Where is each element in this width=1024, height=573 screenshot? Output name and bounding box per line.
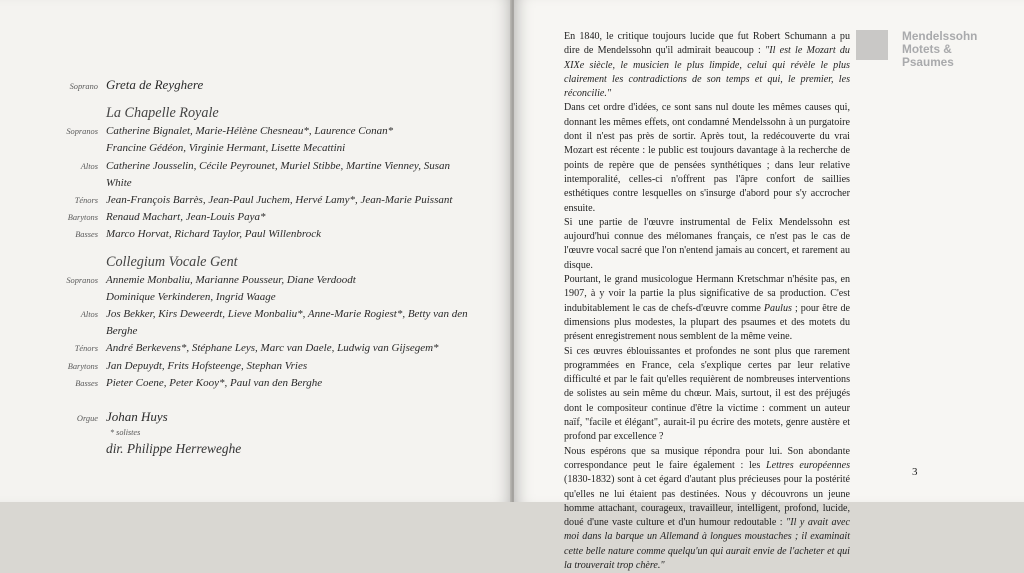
role-label: Basses — [75, 230, 98, 240]
performer-names: Catherine Bignalet, Marie-Hélène Chesneau*, Laurence Conan* — [106, 125, 394, 138]
role-label: Ténors — [74, 344, 98, 354]
paragraph — [564, 445, 850, 573]
performer-names: Marco Horvat, Richard Taylor, Paul Willenbrock — [106, 228, 321, 241]
performer-names: Jan Depuydt, Frits Hofsteenge, Stephan Vries — [106, 359, 308, 372]
title-line: Motets & — [902, 42, 952, 56]
title-line: Psaumes — [902, 55, 954, 69]
performer-name: Greta de Reyghere — [106, 77, 204, 92]
performer-names: Catherine Jousselin, Cécile Peyrounet, Muriel Stibbe, Martine Vienney, Susan White — [106, 159, 450, 189]
text-run: Pourtant, le grand musicologue Hermann Kretschmar n'hésite pas, en 1907, à y voir la partie la plus significative de sa production. C'est indubitablement le cas de chefs-d'œuvre comme — [564, 274, 850, 314]
role-label: Basses — [75, 378, 98, 388]
text-run: En 1840, le critique toujours lucide que fut Robert Schumann a pu dire de Mendelssohn qu'il admirait beaucoup : — [564, 31, 850, 57]
soprano-solo-row — [58, 76, 478, 95]
paragraph — [564, 30, 850, 101]
chapelle-royale-title: La Chapelle Royale — [106, 105, 219, 122]
collegium-vocale-title: Collegium Vocale Gent — [106, 253, 238, 270]
performer-names: Annemie Monbaliu, Marianne Pousseur, Diane Verdoodt — [106, 273, 356, 286]
performer-credits — [58, 76, 478, 457]
performer-names: André Berkevens*, Stéphane Leys, Marc van Daele, Ludwig van Gijsegem* — [106, 342, 439, 355]
title-line: Mendelssohn — [902, 29, 978, 43]
page-number: 3 — [912, 466, 918, 478]
roster-row — [58, 358, 478, 375]
roster-row — [58, 289, 478, 306]
role-label: Sopranos — [66, 127, 98, 137]
soloists-footnote: * solistes — [110, 428, 141, 437]
section-title — [902, 30, 977, 69]
roster-row — [58, 226, 478, 243]
performer-names: Renaud Machart, Jean-Louis Paya* — [106, 211, 266, 224]
role-label: Altos — [80, 161, 98, 171]
role-label: Barytons — [67, 361, 98, 371]
role-label: Barytons — [67, 213, 98, 223]
roster-row — [58, 306, 478, 340]
performer-names: Dominique Verkinderen, Ingrid Waage — [106, 290, 276, 303]
roster-row — [58, 140, 478, 157]
roster-row — [58, 340, 478, 357]
right-page — [514, 0, 1024, 571]
text-run: Nous espérons que sa musique répondra pour lui. Son abondante correspondance peut le faire également : les — [564, 445, 850, 471]
work-title: Paulus — [763, 302, 792, 314]
header-grey-block — [856, 30, 888, 60]
left-page — [0, 0, 512, 502]
paragraph: Dans cet ordre d'idées, ce sont sans nul doute les mêmes causes qui, donnant les mêmes effets, ont condamné Mendelssohn à un purgatoire dont il n'est pas près de sortir. Après tout, la redécouverte du vrai Mozart est récente : le public est toujours davantage à la recherche de points de repère que de pensées synthétiques ; dans leur relative intemporalité, celles-ci n'offrent pas l'âpre confort de saillies esthétiques contre lesquelles on s'insurge d'abord pour s'y accrocher ensuite. — [564, 102, 850, 214]
paragraph: Si ces œuvres éblouissantes et profondes ne sont plus que rarement programmées en France, cela s'explique certes par leur relative difficulté et par le fait qu'elles requièrent de nombreuses interventions de solistes au sein même du chœur. Mais, surtout, il est des préjugés dont le compositeur continue d'être la victime : comment un auteur naïf, "facile et élégant", aurait-il pu écrire des motets, genre austère et profond par excellence ? — [564, 345, 850, 443]
performer-name: Johan Huys — [106, 409, 168, 425]
director-credit: dir. Philippe Herreweghe — [106, 441, 242, 457]
text-run: (1830-1832) sont à cet égard d'autant plus précieuses pour la postérité qu'elles ne lui étaient pas destinées. Nous y découvrons un jeune homme attachant, courageux, travailleur, intelligent, profond, lucide, doué d'une vaste culture et d'un humour redoutable : — [564, 474, 850, 529]
paragraph — [564, 273, 850, 344]
role-label: Ténors — [74, 196, 98, 206]
chapelle-royale-list — [58, 123, 478, 243]
roster-row — [58, 192, 478, 209]
book-title: Lettres européennes — [765, 459, 850, 471]
letter-quote: "Il y avait avec moi dans la barque un Allemand à longues moustaches ; il examinait cette belle nature comme quelqu'un qui aurait envie de l'acheter et qui la trouverait trop chère." — [564, 517, 850, 571]
performer-names: Pieter Coene, Peter Kooy*, Paul van den Berghe — [106, 376, 323, 389]
roster-row — [58, 272, 478, 289]
paragraph: Si une partie de l'œuvre instrumental de Felix Mendelssohn est aujourd'hui connue des mélomanes français, ce n'est pas le cas de l'œuvre vocal sacré que l'on n'entend jamais au concert, et rarement au disque. — [564, 216, 850, 271]
roster-row — [58, 158, 478, 192]
performer-names: Jean-François Barrès, Jean-Paul Juchem, Hervé Lamy*, Jean-Marie Puissant — [106, 194, 453, 207]
role-label: Soprano — [69, 82, 98, 91]
role-label: Altos — [80, 310, 98, 320]
performer-names: Francine Gédéon, Virginie Hermant, Lisette Mecattini — [106, 142, 346, 155]
role-label: Sopranos — [66, 275, 98, 285]
collegium-vocale-list — [58, 272, 478, 392]
text-run: ; pour être de dimensions plus modestes, la plupart des psaumes et des motets du présent enregistrement nous semblent de la même veine. — [564, 302, 850, 343]
role-label: Orgue — [76, 414, 98, 424]
performer-names: Jos Bekker, Kirs Deweerdt, Lieve Monbaliu*, Anne-Marie Rogiest*, Betty van den Berghe — [106, 308, 468, 338]
roster-row — [58, 375, 478, 392]
organ-row — [58, 408, 478, 427]
roster-row — [58, 209, 478, 226]
liner-notes-text — [564, 30, 850, 573]
schumann-quote: "Il est le Mozart du XIXe siècle, le musicien le plus limpide, celui qui révèle le plus clairement les contradictions de son temps et qui, le premier, les réconcilie." — [564, 45, 850, 100]
roster-row — [58, 123, 478, 140]
